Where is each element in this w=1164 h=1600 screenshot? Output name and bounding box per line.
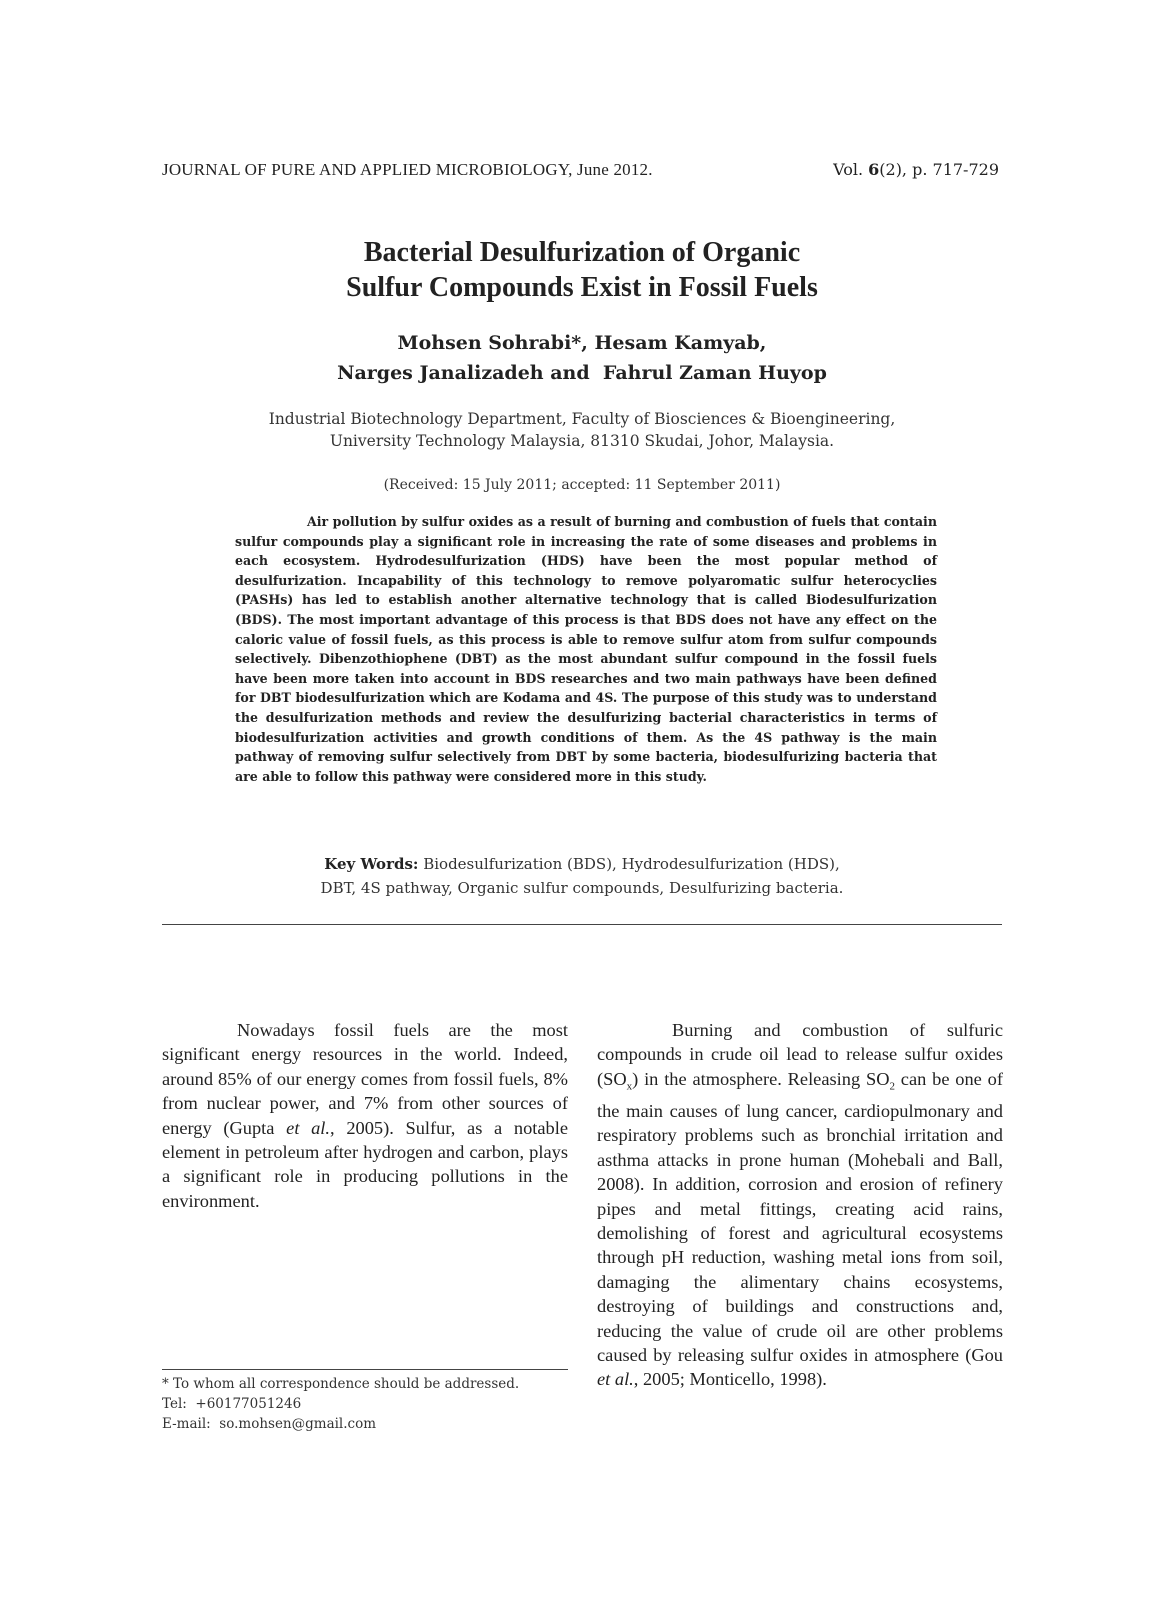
footnote-tel: Tel: +60177051246 <box>162 1396 302 1412</box>
section-divider <box>162 924 1002 925</box>
pollution-paragraph <box>597 1018 1003 1392</box>
volume-info <box>833 160 999 179</box>
authors-line-2: Narges Janalizadeh and Fahrul Zaman Huyop <box>337 362 827 384</box>
authors-line-1: Mohsen Sohrabi*, Hesam Kamyab, <box>397 332 767 354</box>
keywords-label: Key Words: <box>324 855 419 873</box>
title-line-2: Sulfur Compounds Exist in Fossil Fuels <box>346 272 818 303</box>
keywords-line-2: DBT, 4S pathway, Organic sulfur compounds, Desulfurizing bacteria. <box>320 879 844 897</box>
intro-text-a: Nowadays fossil fuels are the most significant energy resources in the world. Indeed, around 85% of our energy comes from fossil fuels, 8% from nuclear power, and 7% from other sources of energy (Gupta <box>162 1020 568 1138</box>
footnote-correspondence: * To whom all correspondence should be addressed. <box>162 1376 520 1392</box>
keywords-text-1: Biodesulfurization (BDS), Hydrodesulfurization (HDS), <box>418 855 840 873</box>
volume-number: 6 <box>868 160 880 179</box>
volume-suffix: (2), p. 717-729 <box>879 160 999 179</box>
affiliation <box>0 408 1164 452</box>
intro-paragraph <box>162 1018 568 1213</box>
pollution-text-d: , 2005; Monticello, 1998). <box>633 1369 827 1390</box>
footnote-divider <box>162 1369 568 1370</box>
keywords <box>0 852 1164 900</box>
abstract: Air pollution by sulfur oxides as a result of burning and combustion of fuels that contain sulfur compounds play a significant role in increasing the rate of some diseases and problems in each ecosystem. Hydrodesulfurization (HDS) have been the most popular method of desulfurization. Incapability of this technology to remove polyaromatic sulfur heterocyclies (PASHs) has led to establish another alternative technology that is called Biodesulfurization (BDS). The most important advantage of this process is that BDS does not have any effect on the caloric value of fossil fuels, as this process is able to remove sulfur atom from sulfur compounds selectively. Dibenzothiophene (DBT) as the most abundant sulfur compound in the fossil fuels have been more taken into account in BDS researches and two main pathways have been defined for DBT biodesulfurization which are Kodama and 4S. The purpose of this study was to understand the desulfurization methods and review the desulfurizing bacterial characteristics in terms of biodesulfurization activities and growth conditions of them. As the 4S pathway is the main pathway of removing sulfur selectively from DBT by some bacteria, biodesulfurizing bacteria that are able to follow this pathway were considered more in this study. <box>235 514 937 784</box>
subscript-x: x <box>626 1080 633 1093</box>
footnote <box>162 1374 519 1434</box>
paper-title <box>0 235 1164 305</box>
pollution-text-b: ) in the atmosphere. Releasing SO <box>632 1068 890 1089</box>
title-line-1: Bacterial Desulfurization of Organic <box>363 237 801 268</box>
author-list <box>0 328 1164 388</box>
received-dates: (Received: 15 July 2011; accepted: 11 September 2011) <box>383 477 781 493</box>
intro-etal: et al. <box>286 1117 331 1138</box>
pollution-text-a: Burning and combustion of sulfuric compounds in crude oil lead to release sulfur oxides (SO <box>597 1020 1003 1089</box>
affiliation-line-2: University Technology Malaysia, 81310 Skudai, Johor, Malaysia. <box>329 432 835 450</box>
subscript-2: 2 <box>889 1080 895 1093</box>
pollution-text-c: can be one of the main causes of lung cancer, cardiopulmonary and respiratory problems such as bronchial irritation and asthma attacks in prone human (Mohebali and Ball, 2008). In addition, corrosion and erosion of refinery pipes and metal fittings, creating acid rains, demolishing of forest and agricultural ecosystems through pH reduction, washing metal ions from soil, damaging the alimentary chains ecosystems, destroying of buildings and constructions and, reducing the value of crude oil are other problems caused by releasing sulfur oxides in atmosphere (Gou <box>597 1068 1003 1365</box>
volume-prefix: Vol. <box>833 160 869 179</box>
affiliation-line-1: Industrial Biotechnology Department, Faculty of Biosciences & Bioengineering, <box>268 410 896 428</box>
journal-header: JOURNAL OF PURE AND APPLIED MICROBIOLOGY, June 2012. <box>162 160 653 179</box>
right-column <box>597 1018 1003 1392</box>
footnote-email: E-mail: so.mohsen@gmail.com <box>162 1416 377 1432</box>
pollution-etal: et al. <box>597 1369 634 1390</box>
keywords-line-1 <box>0 852 1164 876</box>
left-column <box>162 1018 568 1213</box>
intro-text-b: , 2005). Sulfur, as a notable element in petroleum after hydrogen and carbon, plays a significant role in producing pollutions in the environment. <box>162 1117 569 1211</box>
